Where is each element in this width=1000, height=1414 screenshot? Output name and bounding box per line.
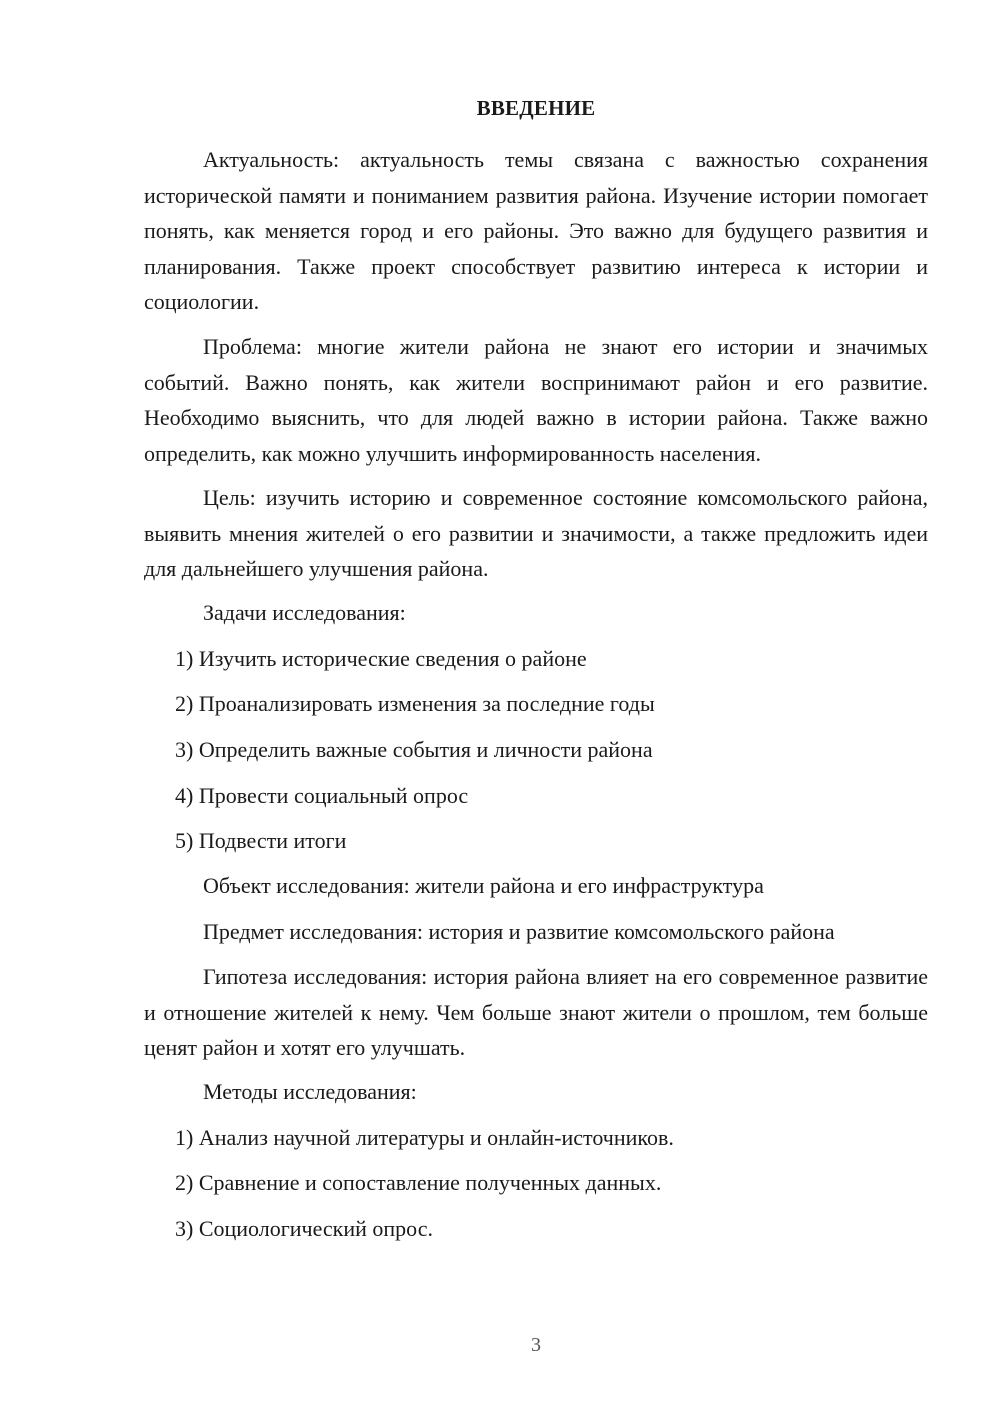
method-item: 3) Социологический опрос. [175,1216,433,1241]
problem-paragraph: Проблема: многие жители района не знают его истории и значимых событий. Важно понять, как жители воспринимают район и его развитие. Необходимо выяснить, что для людей важно в истории района. Также важно определить, как можно улучшить информированность населения. [144,334,928,466]
task-item: 2) Проанализировать изменения за последние годы [175,691,655,716]
method-item: 2) Сравнение и сопоставление полученных данных. [175,1170,662,1195]
methods-heading: Методы исследования: [203,1079,417,1104]
task-item: 4) Провести социальный опрос [175,783,469,808]
page-number: 3 [531,1334,541,1356]
hypothesis-paragraph: Гипотеза исследования: история района влияет на его современное развитие и отношение жителей к нему. Чем больше знают жители о прошлом, тем больше ценят район и хотят его улучшать. [144,964,928,1060]
tasks-heading: Задачи исследования: [203,600,406,625]
page-title: ВВЕДЕНИЕ [476,96,596,120]
method-item: 1) Анализ научной литературы и онлайн-источников. [175,1125,674,1150]
task-item: 5) Подвести итоги [175,828,347,853]
research-object: Объект исследования: жители района и его инфраструктура [203,873,764,898]
goal-paragraph: Цель: изучить историю и современное состояние комсомольского района, выявить мнения жителей о его развитии и значимости, а также предложить идеи для дальнейшего улучшения района. [144,485,928,581]
task-item: 1) Изучить исторические сведения о районе [175,646,587,671]
research-subject: Предмет исследования: история и развитие комсомольского района [203,919,835,944]
relevance-paragraph: Актуальность: актуальность темы связана с важностью сохранения исторической памяти и пониманием развития района. Изучение истории помогает понять, как меняется город и его районы. Это важно для будущего развития и планирования. Также проект способствует развитию интереса к истории и социологии. [144,147,928,314]
task-item: 3) Определить важные события и личности района [175,737,653,762]
